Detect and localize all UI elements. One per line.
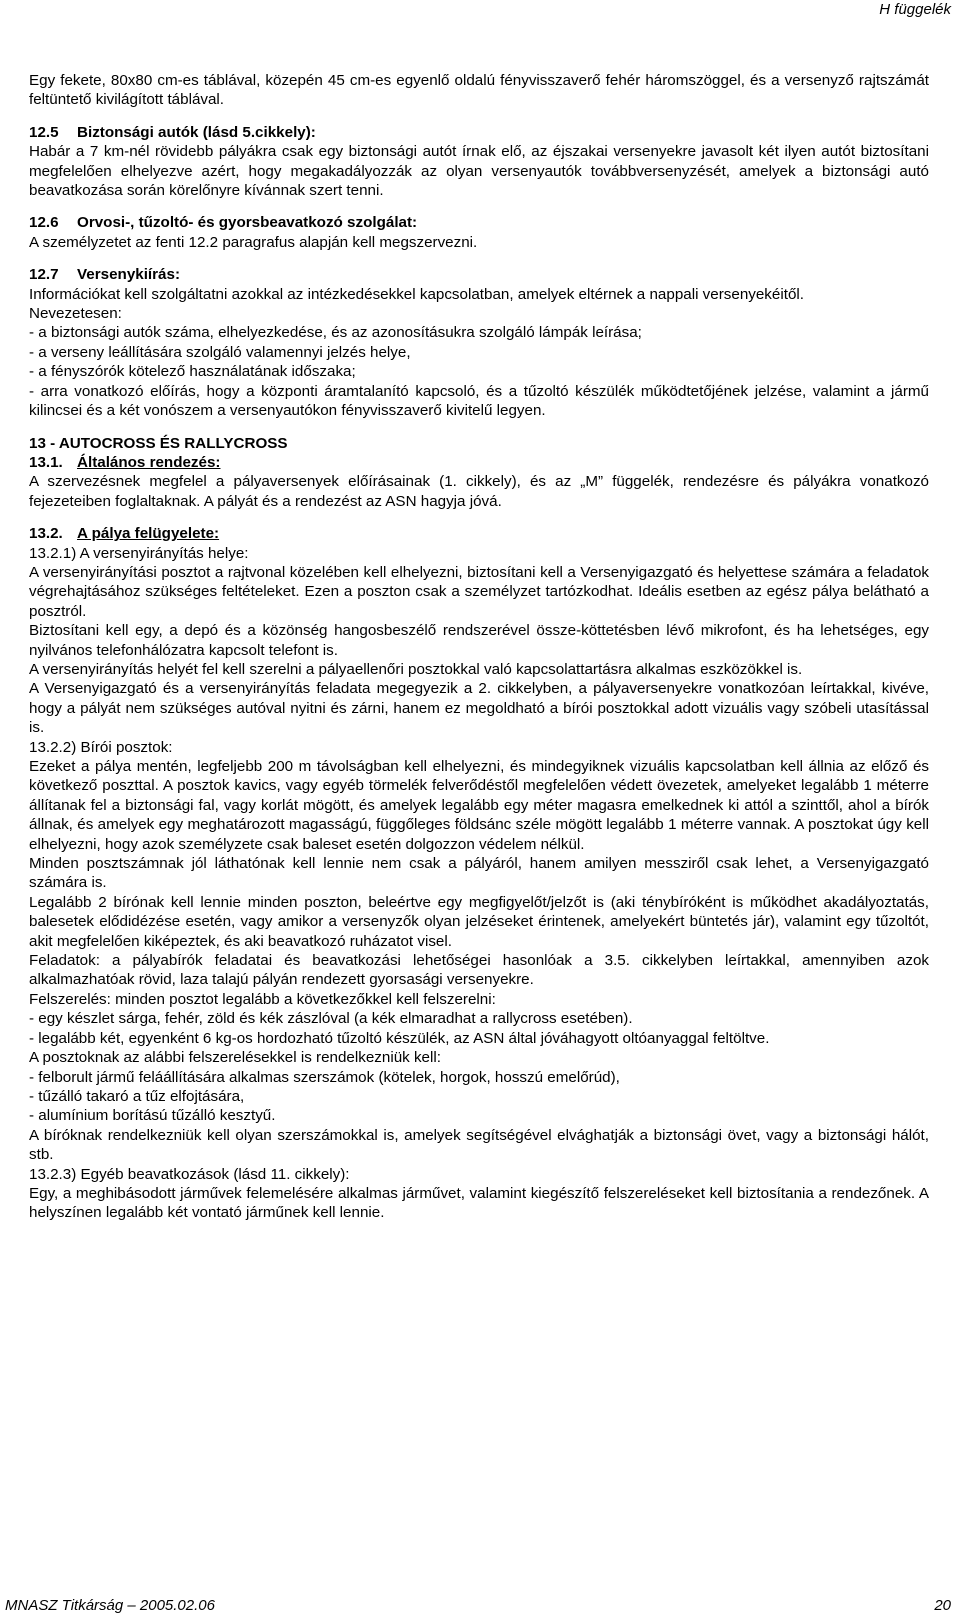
- list-item: - tűzálló takaró a tűz elfojtására,: [29, 1087, 245, 1105]
- section-number: 12.7: [29, 266, 59, 284]
- footer-left-text: MNASZ Titkárság – 2005.02.06: [5, 1597, 215, 1614]
- section-number: 12.6: [29, 214, 59, 232]
- section-12-5-body: Habár a 7 km-nél rövidebb pályákra csak egy biztonsági autót írnak elő, az éjszakai versenyekre javasolt két ilyen autót biztosítani megfelelően elhelyezve azért, hogy megakadályozzák az olyan versenyautók továbbversenyzését, amelyek a biztonsági autó beavatkozása során körelőnyre kívánnak szert tenni.: [29, 143, 929, 200]
- list-item: - egy készlet sárga, fehér, zöld és kék zászlóval (a kék elmaradhat a rallycross esetében).: [29, 1010, 633, 1028]
- section-title: Versenykiírás:: [77, 266, 181, 284]
- document-body: [29, 71, 929, 1223]
- section-13-2-2-label: 13.2.2) Bírói posztok:: [29, 738, 173, 756]
- list-item: - a biztonsági autók száma, elhelyezkedése, és az azonosításukra szolgáló lámpák leírása;: [29, 324, 642, 342]
- section-number: 13.1.: [29, 453, 63, 471]
- section-13-heading: 13 - AUTOCROSS ÉS RALLYCROSS: [29, 434, 288, 452]
- paragraph: Minden posztszámnak jól láthatónak kell lennie nem csak a pályáról, hanem amilyen messziről csak lehet, a Versenyigazgató számára is.: [29, 855, 929, 892]
- section-number: 12.5: [29, 123, 59, 141]
- section-title: Biztonsági autók (lásd 5.cikkely):: [77, 123, 316, 141]
- section-13-1-heading: [29, 453, 929, 472]
- page-number: 20: [934, 1597, 951, 1614]
- section-title: Orvosi-, tűzoltó- és gyorsbeavatkozó szolgálat:: [77, 214, 418, 232]
- paragraph: Felszerelés: minden posztot legalább a következőkkel kell felszerelni:: [29, 990, 496, 1008]
- section-12-7-heading: [29, 265, 929, 284]
- section-12-6-body: A személyzetet az fenti 12.2 paragrafus alapján kell megszervezni.: [29, 233, 478, 251]
- section-13-2-heading: [29, 524, 929, 543]
- paragraph: Feladatok: a pályabírók feladatai és beavatkozási lehetőségei hasonlóak a 3.5. cikkelyben leírtakkal, amennyiben azok alkalmazhatóak rövid, laza talajú pályán rendezett gyorsasági versenyekre.: [29, 952, 929, 989]
- list-item: - legalább két, egyenként 6 kg-os hordozható tűzoltó készülék, az ASN által jóváhagyott oltóanyaggal feltöltve.: [29, 1029, 770, 1047]
- list-item: - arra vonatkozó előírás, hogy a központi áramtalanító kapcsoló, és a tűzoltó készülék működtetőjének jelzése, valamint a jármű kilincsei és a két vonószem a versenyautókon fényvisszaverő kivitelű legyen.: [29, 382, 929, 420]
- list-item: - alumínium borítású tűzálló kesztyű.: [29, 1107, 276, 1125]
- paragraph: Ezeket a pálya mentén, legfeljebb 200 m távolságban kell elhelyezni, és mindegyiknek vizuális kapcsolatban kell állnia az előző és következő poszttal. A posztok kavics, vagy egyéb törmelék felverődéstől megfelelően védett övezetek, amelyeket legalább 1 méterre állítanak fel a biztonsági fal, vagy korlát mögött, és amelyek legalább egy méter magasra emelkednek ki attól a szinttől, ahol a bírók állnak, és amelyek egy meghatározott magasságú, függőleges földsánc széle mögött legalább 1 méterre vannak. A posztokat úgy kell elhelyezni, hogy azok személyzete csak baleset esetén dolgozzon védelem nélkül.: [29, 758, 929, 853]
- page-header-title: H függelék: [879, 1, 951, 18]
- list-item: - felborult jármű feláállítására alkalmas szerszámok (kötelek, horgok, hosszú emelőrúd),: [29, 1068, 620, 1086]
- section-title: Általános rendezés:: [77, 453, 221, 471]
- paragraph: A versenyirányítási posztot a rajtvonal közelében kell elhelyezni, biztosítani kell a Versenyigazgató és helyettese számára a feladatok végrehajtásához szükséges feltételeket. Ezen a poszton csak a személyzet tartózkodhat. Ideális esetben az egész pálya belátható a posztról.: [29, 563, 929, 620]
- section-12-5-heading: [29, 123, 929, 142]
- section-title: A pálya felügyelete:: [77, 525, 220, 543]
- intro-paragraph: Egy fekete, 80x80 cm-es táblával, közepén 45 cm-es egyenlő oldalú fényvisszaverő fehér háromszöggel, és a versenyző rajtszámát feltüntető kivilágított táblával.: [29, 72, 929, 109]
- paragraph: Biztosítani kell egy, a depó és a közönség hangosbeszélő rendszerével össze-köttetésben lévő mikrofont, és ha lehetséges, egy nyilvános telefonhálózatra kapcsolt telefont is.: [29, 622, 929, 659]
- paragraph: A bíróknak rendelkezniük kell olyan szerszámokkal is, amelyek segítségével elvághatják a biztonsági övet, vagy a biztonsági hálót, stb.: [29, 1126, 929, 1164]
- section-12-7-body: Információkat kell szolgáltatni azokkal az intézkedésekkel kapcsolatban, amelyek eltérnek a nappali versenyekéitől.: [29, 285, 804, 303]
- section-12-6-heading: [29, 213, 929, 232]
- section-number: 13.2.: [29, 525, 63, 543]
- section-13-2-3-label: 13.2.3) Egyéb beavatkozások (lásd 11. cikkely):: [29, 1165, 350, 1183]
- paragraph: A Versenyigazgató és a versenyirányítás feladata megegyezik a 2. cikkelyben, a pályaversenyekre vonatkozóan leírtakkal, kivéve, hogy a pályát nem szükséges autóval nyitni és zárni, hanem ez megoldható a bírói posztokkal adott vizuális vagy szóbeli utasítással is.: [29, 680, 929, 737]
- paragraph: Egy, a meghibásodott járművek felemelésére alkalmas járművet, valamint kiegészítő felszereléseket kell biztosítania a rendezőnek. A helyszínen legalább két vontató járműnek kell lennie.: [29, 1184, 929, 1222]
- section-13-1-body: A szervezésnek megfelel a pályaversenyek előírásainak (1. cikkely), és az „M” függelék, rendezésre és pályákra vonatkozó fejezeteiben foglaltaknak. A pályát és a rendezést az ASN hagyja jóvá.: [29, 473, 929, 510]
- section-12-7-lead: Nevezetesen:: [29, 305, 122, 323]
- paragraph: Legalább 2 bírónak kell lennie minden poszton, beleértve egy megfigyelőt/jelzőt is (aki ténybíróként is működhet akadályoztatás, balesetek elődidézése esetén, vagy amikor a versenyzők olyan jelzéseket érintenek, amelyekért büntetés jár), valamint egy tűzoltót, akit megfelelően kiképeztek, és aki beavatkozó ruházatot visel.: [29, 893, 929, 950]
- list-item: - a verseny leállítására szolgáló valamennyi jelzés helye,: [29, 343, 411, 361]
- paragraph: A versenyirányítás helyét fel kell szerelni a pályaellenőri posztokkal való kapcsolattartásra alkalmas eszközökkel is.: [29, 660, 803, 678]
- list-item: - a fényszórók kötelező használatának időszaka;: [29, 363, 356, 381]
- section-13-2-1-label: 13.2.1) A versenyirányítás helye:: [29, 544, 249, 562]
- paragraph: A posztoknak az alábbi felszerelésekkel is rendelkezniük kell:: [29, 1049, 441, 1067]
